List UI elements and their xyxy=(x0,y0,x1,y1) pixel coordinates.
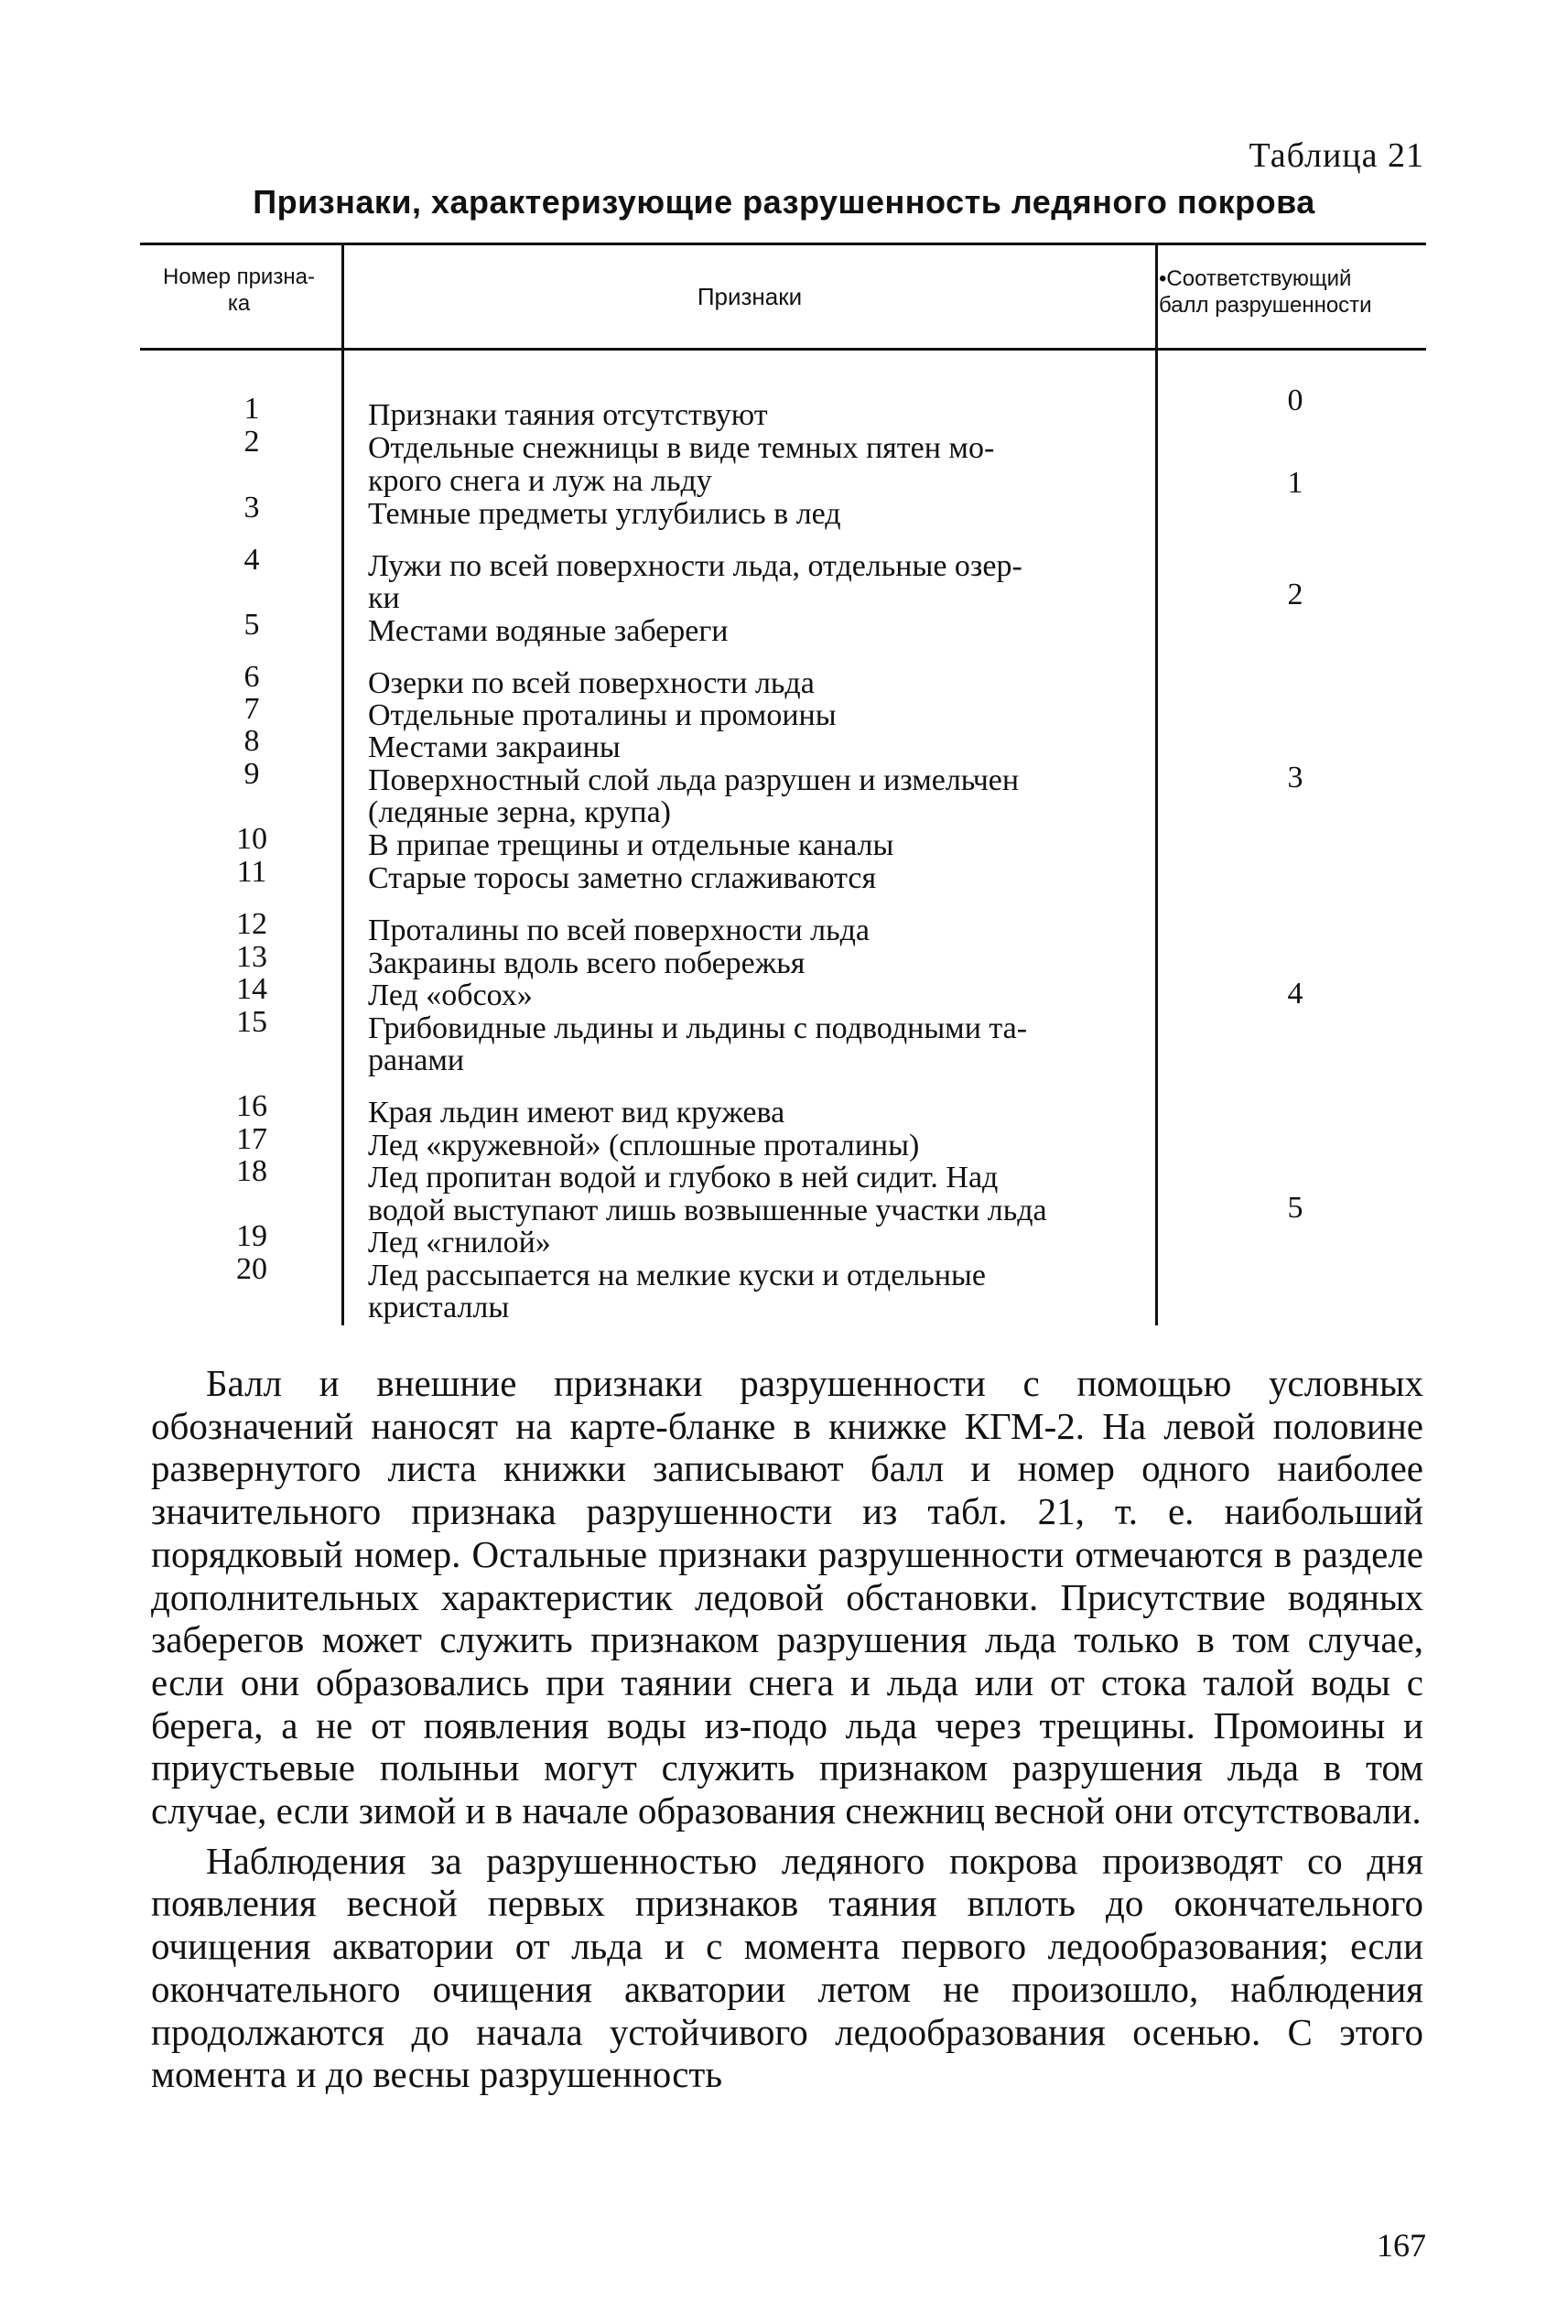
sign-line: Лед рассыпается на мелкие куски и отдельные xyxy=(368,1259,986,1292)
header-number-line1: Номер призна- xyxy=(163,265,315,289)
row-number: 1 xyxy=(243,392,260,426)
row-number: 20 xyxy=(236,1252,267,1286)
paragraph-1: Балл и внешние признаки разрушенности с помощью условных обозначений наносят на карте-бланке в книжке КГМ-2. На левой половине развернутого листа книжки записывают балл и номер одного наиболее значительного признака разрушенности из табл. 21, т. е. наибольший порядковый номер. Остальные признаки разрушенности отмечаются в разделе дополнительных характеристик ледовой обстановки. Присутствие водяных заберегов может служить признаком разрушения льда только в том случае, если они образовались при таянии снега и льда или от стока талой воды с берега, а не от появления воды из-подо льда через трещины. Промоины и приустьевые полыньи могут служить признаком разрушения льда в том случае, если зимой и в начале образования снежниц весной они отсутствовали. xyxy=(151,1362,1423,1832)
sign-line: Поверхностный слой льда разрушен и измельчен xyxy=(368,763,1020,797)
row-number: 16 xyxy=(236,1089,267,1123)
sign-line: Проталины по всей поверхности льда xyxy=(368,913,871,947)
header-number-line2: ка xyxy=(227,291,251,316)
sign-line: Лед «кружевной» (сплошные проталины) xyxy=(368,1129,920,1162)
row-number: 17 xyxy=(236,1122,267,1156)
row-number: 13 xyxy=(236,940,267,974)
row-number: 12 xyxy=(236,907,267,941)
sign-line: Признаки таяния отсутствуют xyxy=(368,398,768,432)
row-number: 8 xyxy=(243,724,260,758)
sign-line: Темные предметы углубились в лед xyxy=(368,497,841,531)
paragraph-2: Наблюдения за разрушенностью ледяного покрова производят со дня появления весной первых признаков таяния вплоть до окончательного очищения акватории от льда и с момента первого ледообразования; если окончательного очищения акватории летом не произошло, наблюдения продолжаются до начала устойчивого ледообразования осенью. С этого момента и до весны разрушенность xyxy=(151,1839,1423,2096)
row-number: 4 xyxy=(243,543,260,577)
row-number: 10 xyxy=(236,822,267,856)
sign-line: Края льдин имеют вид кружева xyxy=(368,1096,785,1130)
sign-line: Лед «обсох» xyxy=(368,978,533,1012)
sign-line: Старые торосы заметно сглаживаются xyxy=(368,861,877,895)
score-value: 1 xyxy=(1287,466,1303,500)
row-number: 7 xyxy=(243,692,260,726)
bullet-mark: • xyxy=(1159,266,1167,291)
row-number: 2 xyxy=(243,425,260,459)
sign-line: Местами закраины xyxy=(368,730,621,764)
row-number: 9 xyxy=(243,757,260,791)
row-number: 6 xyxy=(243,660,260,694)
sign-line: Местами водяные забереги xyxy=(368,614,729,648)
score-value: 5 xyxy=(1287,1191,1303,1225)
sign-line: Лед пропитан водой и глубоко в ней сидит. Над xyxy=(368,1161,999,1194)
score-value: 2 xyxy=(1287,578,1303,611)
table-title: Признаки, характеризующие разрушенность ледяного покрова xyxy=(253,183,1315,221)
score-value: 0 xyxy=(1287,384,1303,417)
row-number: 5 xyxy=(243,608,260,642)
table-label: Таблица 21 xyxy=(1249,136,1424,175)
row-number: 18 xyxy=(236,1154,267,1188)
sign-line: Грибовидные льдины и льдины с подводными та- xyxy=(368,1011,1028,1045)
sign-line: ранами xyxy=(368,1043,465,1077)
sign-line: (ледяные зерна, крупа) xyxy=(368,795,671,829)
row-number: 11 xyxy=(236,855,267,889)
sign-line: Озерки по всей поверхности льда xyxy=(368,666,815,700)
table-top-rule xyxy=(140,243,1426,245)
sign-line: Отдельные проталины и промоины xyxy=(368,698,837,732)
page-number: 167 xyxy=(1377,2227,1426,2264)
row-number: 15 xyxy=(236,1005,267,1039)
sign-line: ки xyxy=(368,581,400,615)
header-score-line2: балл разрушенности xyxy=(1159,293,1372,318)
header-score xyxy=(1159,265,1426,319)
sign-line: Лужи по всей поверхности льда, отдельные озер- xyxy=(368,549,1022,583)
sign-line: крого снега и луж на льду xyxy=(368,464,712,498)
body-text xyxy=(151,1362,1423,2096)
sign-line: Отдельные снежницы в виде темных пятен мо- xyxy=(368,431,995,465)
table-header-rule xyxy=(140,348,1426,351)
header-score-line1: •Соответствующий xyxy=(1159,266,1352,291)
row-number: 3 xyxy=(243,491,260,524)
header-number xyxy=(137,264,341,317)
score-value: 3 xyxy=(1287,761,1303,794)
sign-line: Закраины вдоль всего побережья xyxy=(368,946,806,980)
sign-line: Лед «гнилой» xyxy=(368,1226,551,1259)
sign-line: водой выступают лишь возвышенные участки льда xyxy=(368,1194,1047,1227)
sign-line: кристаллы xyxy=(368,1291,510,1324)
header-signs: Признаки xyxy=(697,283,803,310)
row-number: 14 xyxy=(236,972,267,1006)
score-value: 4 xyxy=(1287,977,1303,1011)
sign-line: В припае трещины и отдельные каналы xyxy=(368,828,894,862)
row-number: 19 xyxy=(236,1219,267,1253)
